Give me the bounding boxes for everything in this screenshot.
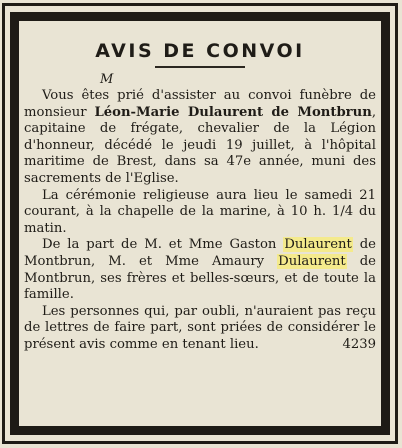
highlighted-surname-2: Dulaurent <box>278 253 346 269</box>
salutation: M <box>100 72 114 87</box>
reference-number: 4239 <box>342 336 376 352</box>
paragraph-family-end: de Montbrun, ses frères et belles-sœurs, et de toute la famille. <box>24 253 376 303</box>
paragraph-family <box>24 237 376 303</box>
paragraph-invitation <box>24 88 376 188</box>
paragraph-ceremony: La cérémonie religieuse aura lieu le samedi 21 courant, à la chapelle de la marine, à 10 h. 1/4 du matin. <box>24 187 376 236</box>
paragraph-notice-text: Les personnes qui, par oubli, n'auraient pas reçu de lettres de faire part, sont priées de considérer le présent avis comme en tenant lieu. <box>24 303 376 352</box>
paragraph-family-start: De la part de M. et Mme Gaston <box>42 237 284 253</box>
notice-title: AVIS DE CONVOI <box>95 40 305 62</box>
title-underline <box>155 66 245 68</box>
paragraph-invitation-end: , capitaine de frégate, chevalier de la Légion d'honneur, décédé le jeudi 19 juillet, à l'hôpital maritime de Brest, dans sa 47e année, muni des sacrements de l'Eglise. <box>24 104 377 186</box>
paragraph-notice <box>24 304 376 354</box>
notice-body <box>24 28 376 354</box>
paragraph-family-middle: de Montbrun, M. et Mme Amaury <box>24 237 376 269</box>
deceased-name: Léon-Marie Dulaurent de Montbrun <box>94 104 372 120</box>
paragraph-invitation-start: Vous êtes prié d'assister au convoi funèbre de monsieur <box>24 88 376 120</box>
highlighted-surname-1: Dulaurent <box>284 237 352 253</box>
